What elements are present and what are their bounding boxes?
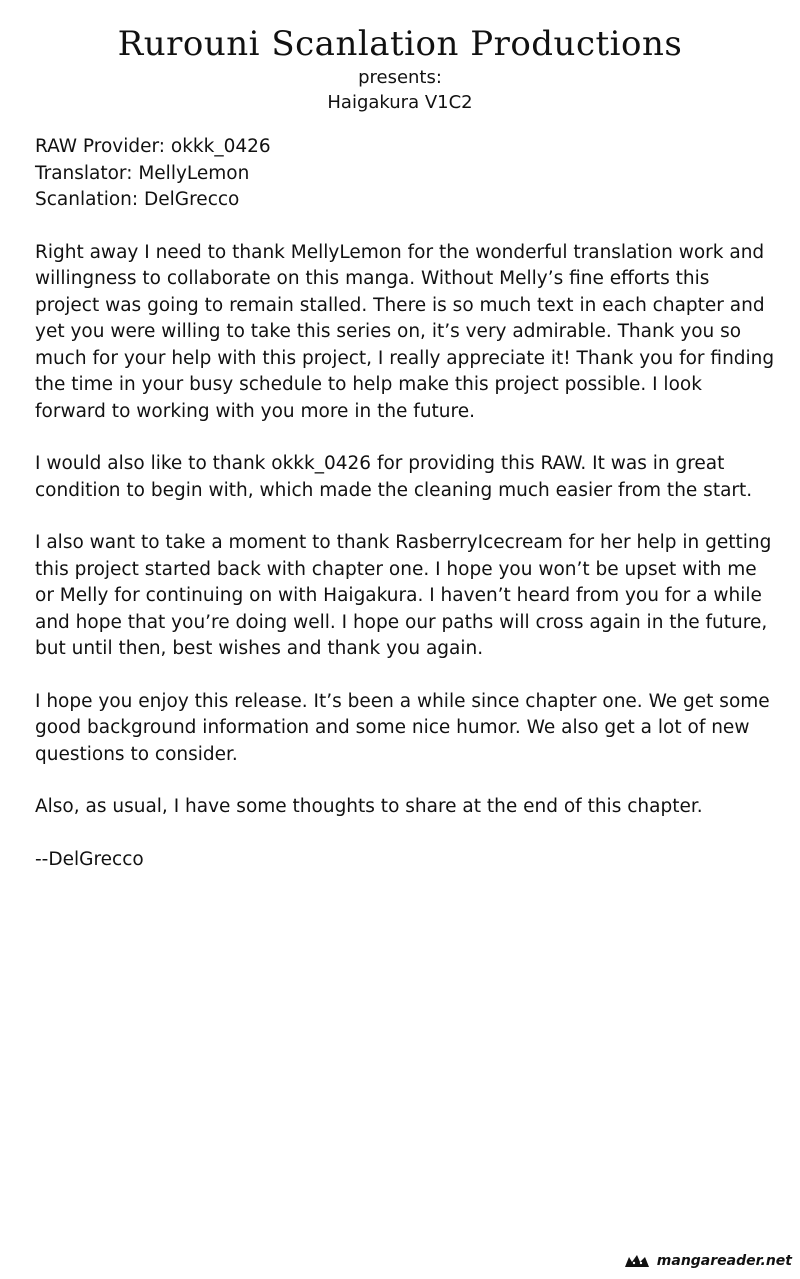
group-name: Rurouni Scanlation Productions xyxy=(117,24,683,64)
site-watermark xyxy=(623,1251,792,1271)
credits-list xyxy=(35,134,775,214)
credits-page-body xyxy=(35,134,775,873)
credit-scanlation: Scanlation: DelGrecco xyxy=(35,189,240,210)
paragraph-thanks-raw-provider: I would also like to thank okkk_0426 for providing this RAW. It was in great condition to begin with, which made the cleaning much easier from the start. xyxy=(35,453,753,501)
paragraph-closing-note: Also, as usual, I have some thoughts to share at the end of this chapter. xyxy=(35,796,703,817)
watermark-text: mangareader.net xyxy=(656,1253,792,1269)
cat-logo-icon xyxy=(623,1251,653,1271)
signature: --DelGrecco xyxy=(35,848,144,870)
paragraph-release-notes: I hope you enjoy this release. It’s been a while since chapter one. We get some good background information and some nice humor. We also get a lot of new questions to consider. xyxy=(35,690,770,765)
credit-translator: Translator: MellyLemon xyxy=(35,162,250,184)
paragraph-thanks-translator: Right away I need to thank MellyLemon for the wonderful translation work and willingness to collaborate on this manga. Without Melly’s fine efforts this project was going to remain stalled. There is so much text in each chapter and yet you were willing to take this series on, it’s very admirable. Thank you so much for your help with this project, I really appreciate it! Thank you for finding the time in your busy schedule to help make this project possible. I look forward to working with you more in the future. xyxy=(35,241,775,422)
release-title: Haigakura V1C2 xyxy=(327,92,473,113)
presents-label: presents: xyxy=(358,67,442,88)
paragraph-thanks-previous-helper: I also want to take a moment to thank RasberryIcecream for her help in getting this project started back with chapter one. I hope you won’t be upset with me or Melly for continuing on with Haigakura. I haven’t heard from you for a while and hope that you’re doing well. I hope our paths will cross again in the future, but until then, best wishes and thank you again. xyxy=(35,532,772,659)
credit-raw-provider: RAW Provider: okkk_0426 xyxy=(35,136,271,157)
credits-header xyxy=(0,22,800,116)
